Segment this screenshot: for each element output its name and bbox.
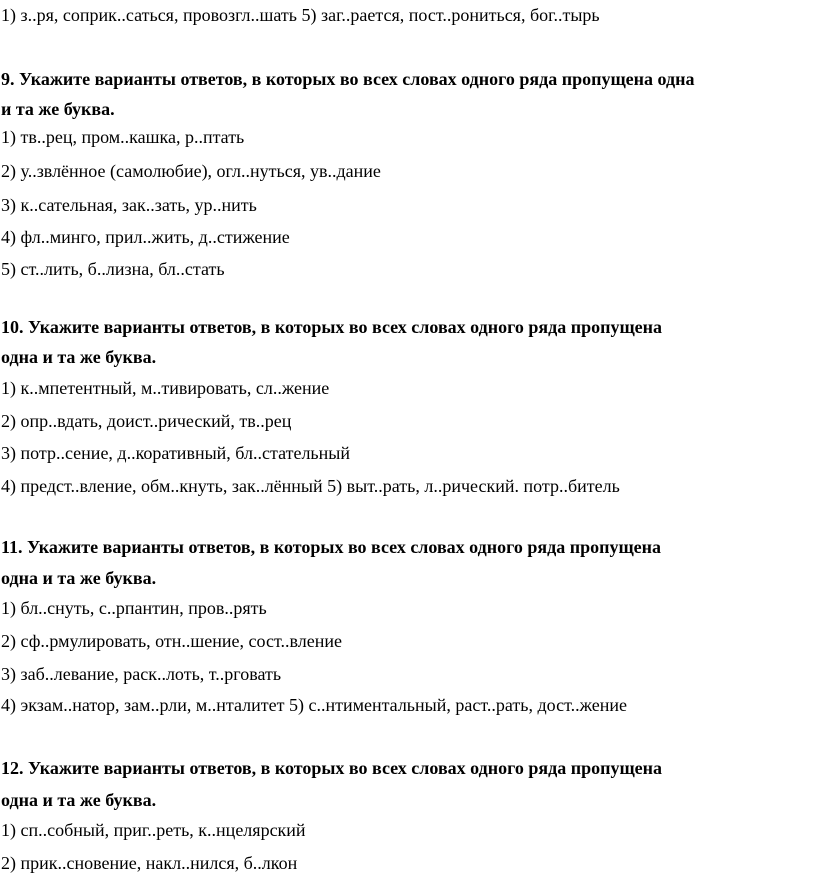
question-9-heading: 9. Укажите варианты ответов, в которых во всех словах одного ряда пропущена одна (1, 69, 695, 89)
question-10-option-2: 2) опр..вдать, доист..рический, тв..рец (1, 411, 292, 431)
question-9-option-2: 2) у..звлённое (самолюбие), огл..нуться, ув..дание (1, 161, 381, 181)
question-11-option-4: 4) экзам..натор, зам..рли, м..нталитет 5) с..нтиментальный, раст..рать, дост..жение (1, 695, 628, 715)
question-9-option-4: 4) фл..минго, прил..жить, д..стижение (1, 227, 290, 247)
question-9-option-3: 3) к..сательная, зак..зать, ур..нить (1, 195, 257, 215)
question-11-option-2: 2) сф..рмулировать, отн..шение, сост..вление (1, 631, 342, 651)
question-12-heading-cont: одна и та же буква. (1, 790, 157, 810)
question-12-option-1: 1) сп..собный, приг..реть, к..нцелярский (1, 820, 306, 840)
question-10-heading: 10. Укажите варианты ответов, в которых во всех словах одного ряда пропущена (1, 317, 663, 337)
question-12-option-2: 2) прик..сновение, накл..нился, б..лкон (1, 853, 298, 873)
question-11-heading-cont: одна и та же буква. (1, 568, 157, 588)
question-10-option-4: 4) предст..вление, обм..кнуть, зак..лённый 5) выт..рать, л..рический. потр..битель (1, 476, 620, 496)
question-11-heading: 11. Укажите варианты ответов, в которых во всех словах одного ряда пропущена (1, 537, 662, 557)
question-9-option-1: 1) тв..рец, пром..кашка, р..птать (1, 127, 245, 147)
question-10-option-3: 3) потр..сение, д..коративный, бл..стательный (1, 443, 350, 463)
question-11-option-1: 1) бл..снуть, с..рпантин, пров..рять (1, 598, 267, 618)
question-11-option-3: 3) заб..левание, раск..лоть, т..рговать (1, 664, 282, 684)
question-9-option-5: 5) ст..лить, б..лизна, бл..стать (1, 259, 225, 279)
question-10-heading-cont: одна и та же буква. (1, 347, 157, 367)
option-line: 1) з..ря, соприк..саться, провозгл..шать 5) заг..рается, пост..рониться, бог..тырь (1, 5, 600, 25)
question-12-heading: 12. Укажите варианты ответов, в которых во всех словах одного ряда пропущена (1, 758, 663, 778)
question-10-option-1: 1) к..мпетентный, м..тивировать, сл..жение (1, 378, 330, 398)
question-9-heading-cont: и та же буква. (1, 99, 115, 119)
